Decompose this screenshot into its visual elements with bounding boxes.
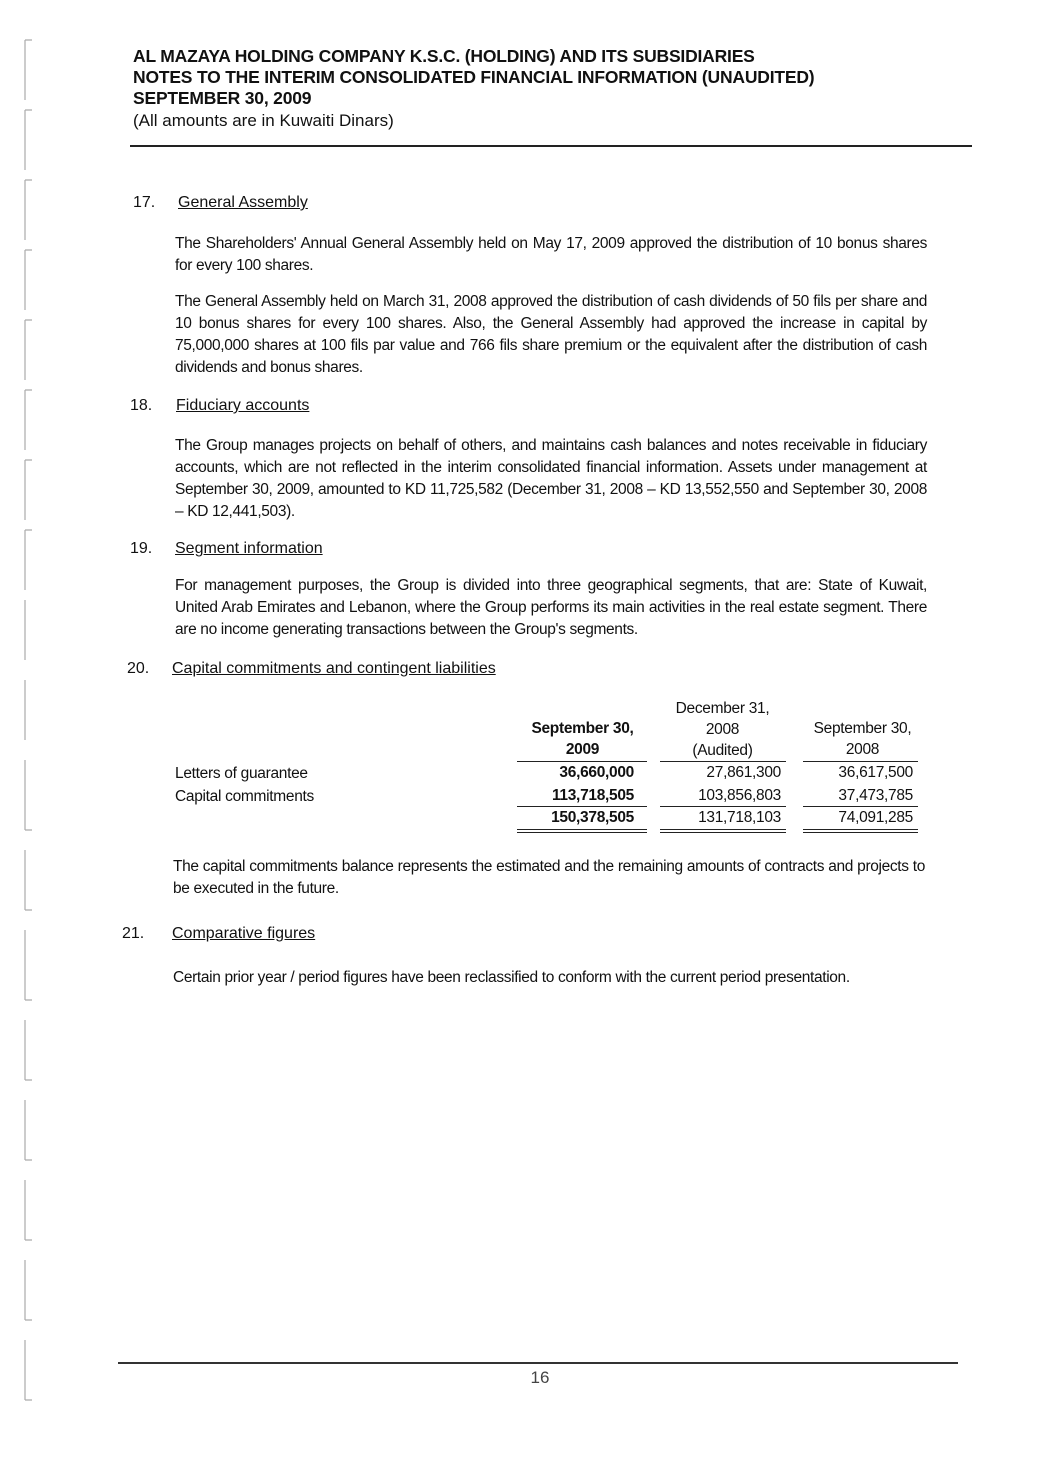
cell-value: 37,473,785 [838, 787, 913, 804]
column-header-sep-2008 [795, 718, 930, 760]
header-line: September 30, [813, 720, 912, 737]
total-value: 150,378,505 [551, 809, 634, 826]
header-line: 2008 [705, 721, 740, 738]
paragraph: The Group manages projects on behalf of others, and maintains cash balances and notes receivable in fiduciary accounts, which are not reflected in the interim consolidated financial information. Assets under management at September 30, 2009, amounted to KD 11,725,582 (December 31, 2008 – KD 13,552,550 and September 30, 2008 – KD 12,441,503). [175, 437, 927, 520]
subtotal-rule [517, 806, 647, 807]
company-name: AL MAZAYA HOLDING COMPANY K.S.C. (HOLDING) AND ITS SUBSIDIARIES [133, 46, 755, 66]
section-title: Segment information [175, 540, 323, 557]
total-double-rule [517, 832, 647, 833]
total-double-rule [517, 829, 647, 830]
section-number: 20. [127, 660, 150, 677]
paragraph: Certain prior year / period figures have been reclassified to conform with the current period presentation. [173, 969, 850, 986]
section-number: 19. [130, 540, 153, 557]
section-number: 21. [122, 925, 145, 942]
total-double-rule [803, 832, 918, 833]
total-double-rule [660, 829, 786, 830]
row-label: Letters of guarantee [175, 765, 308, 782]
cell-value: 113,718,505 [551, 787, 634, 804]
section-title: General Assembly [178, 194, 308, 211]
paragraph: The General Assembly held on March 31, 2008 approved the distribution of cash dividends of 50 fils per share and 10 bonus shares for every 100 shares. Also, the General Assembly had approved the increase in capital by 75,000,000 shares at 100 fils par value and 766 fils share premium or the equivalent after the distribution of cash dividends and bonus shares. [175, 293, 927, 376]
header-divider [130, 145, 972, 147]
subtotal-rule [803, 806, 918, 807]
paragraph: The capital commitments balance represents the estimated and the remaining amounts of contracts and projects to be executed in the future. [173, 858, 925, 897]
section-title: Comparative figures [172, 925, 316, 942]
total-double-rule [660, 832, 786, 833]
header-underline [803, 761, 918, 762]
cell-value: 27,861,300 [706, 764, 781, 781]
row-label: Capital commitments [175, 788, 315, 805]
page-number: 16 [530, 1368, 550, 1387]
cell-value: 36,660,000 [559, 764, 634, 781]
paragraph: For management purposes, the Group is divided into three geographical segments, that are: State of Kuwait, United Arab Emirates and Lebanon, where the Group performs its main activities in the real estate segment. There are no income generating transactions between the Group's segments. [175, 577, 927, 638]
cell-value: 103,856,803 [698, 787, 781, 804]
total-value: 74,091,285 [838, 809, 913, 826]
scan-margin-marks [20, 30, 40, 1450]
cell-value: 36,617,500 [838, 764, 913, 781]
section-number: 17. [133, 194, 156, 211]
total-value: 131,718,103 [698, 809, 781, 826]
column-header-sep-2009 [515, 718, 650, 760]
header-line: 2009 [565, 741, 600, 758]
section-title: Capital commitments and contingent liabilities [172, 660, 496, 677]
header-line: 2008 [845, 741, 880, 758]
column-header-dec-2008 [655, 698, 790, 761]
header-underline [517, 761, 647, 762]
header-line: December 31, [675, 700, 770, 717]
footer-divider [118, 1362, 958, 1364]
report-title: NOTES TO THE INTERIM CONSOLIDATED FINANCIAL INFORMATION (UNAUDITED) [133, 67, 815, 87]
paragraph: The Shareholders' Annual General Assembly held on May 17, 2009 approved the distribution of 10 bonus shares for every 100 shares. [175, 235, 927, 274]
header-underline [660, 761, 786, 762]
total-double-rule [803, 829, 918, 830]
header-line: (Audited) [692, 742, 753, 759]
document-header [133, 46, 973, 132]
subtotal-rule [660, 806, 786, 807]
section-number: 18. [130, 397, 153, 414]
section-title: Fiduciary accounts [176, 397, 310, 414]
currency-note: (All amounts are in Kuwaiti Dinars) [133, 111, 394, 130]
header-line: September 30, [531, 720, 634, 737]
report-date: SEPTEMBER 30, 2009 [133, 88, 312, 108]
